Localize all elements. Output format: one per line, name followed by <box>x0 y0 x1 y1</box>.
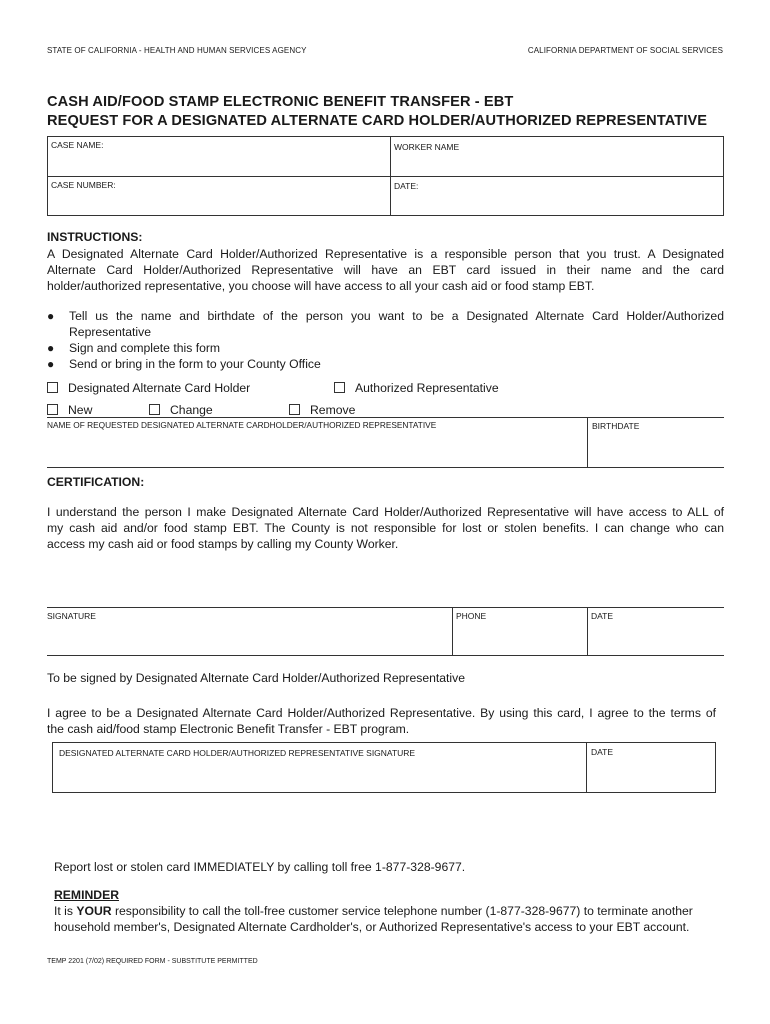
rep-date-label: DATE <box>591 747 614 757</box>
signature-date-label: DATE <box>591 611 614 621</box>
worker-name-label: WORKER NAME <box>394 142 460 152</box>
requested-name-label: NAME OF REQUESTED DESIGNATED ALTERNATE CARDHOLDER/AUTHORIZED REPRESENTATIVE <box>47 420 437 430</box>
new-label: New <box>68 403 93 417</box>
rep-signature-field[interactable] <box>55 760 583 790</box>
remove-label: Remove <box>310 403 356 417</box>
birthdate-label: BIRTHDATE <box>592 421 640 431</box>
rep-signature-label: DESIGNATED ALTERNATE CARD HOLDER/AUTHORIZED REPRESENTATIVE SIGNATURE <box>59 748 416 758</box>
case-number-field[interactable] <box>49 191 387 215</box>
bullet-item-1: Tell us the name and birthdate of the person you want to be a Designated Alternate Card Holder/Authorized <box>69 309 724 323</box>
case-name-field[interactable] <box>49 151 387 175</box>
report-lost-card-note: Report lost or stolen card IMMEDIATELY by calling toll free 1-877-328-9677. <box>54 860 466 874</box>
instructions-line-2: Alternate Card Holder/Authorized Representative will have an EBT card issued in their name and the card <box>47 263 724 277</box>
reminder-heading: REMINDER <box>54 888 120 902</box>
certification-line-3: access my cash aid or food stamps by calling my County Worker. <box>47 537 399 551</box>
rep-signature-table <box>52 742 716 793</box>
form-title-line2: REQUEST FOR A DESIGNATED ALTERNATE CARD HOLDER/AUTHORIZED REPRESENTATIVE <box>47 113 708 129</box>
instructions-line-1: A Designated Alternate Card Holder/Authorized Representative is a responsible person that you trust. A Designated <box>47 247 724 261</box>
authorized-rep-checkbox[interactable] <box>334 382 345 393</box>
agreement-line-1: I agree to be a Designated Alternate Card Holder/Authorized Representative. By using this card, I agree to the terms of <box>47 706 716 720</box>
date-label: DATE: <box>394 181 419 191</box>
case-number-label: CASE NUMBER: <box>51 180 116 190</box>
case-name-label: CASE NAME: <box>51 140 104 150</box>
date-field[interactable] <box>393 192 721 215</box>
agreement-line-2: the cash aid/food stamp Electronic Benefit Transfer - EBT program. <box>47 722 410 736</box>
name-table-divider <box>587 417 588 468</box>
reminder-emphasis: YOUR <box>76 904 112 918</box>
worker-name-field[interactable] <box>393 153 721 175</box>
remove-checkbox[interactable] <box>289 404 300 415</box>
reminder-rest: responsibility to call the toll-free customer service telephone number (1-877-328-9677) to terminate another <box>111 904 693 918</box>
reminder-pre: It is <box>54 904 77 918</box>
birthdate-field[interactable] <box>590 432 722 466</box>
signature-table-top-rule <box>47 607 724 608</box>
change-option[interactable] <box>149 402 213 418</box>
name-table-bottom-rule <box>47 467 724 468</box>
certification-line-1: I understand the person I make Designated Alternate Card Holder/Authorized Representative will have access to ALL of <box>47 505 724 519</box>
agency-header: STATE OF CALIFORNIA - HEALTH AND HUMAN SERVICES AGENCY <box>47 46 307 55</box>
certification-heading: CERTIFICATION: <box>47 475 145 489</box>
to-be-signed-note: To be signed by Designated Alternate Card Holder/Authorized Representative <box>47 671 466 685</box>
bullet-icon: ● <box>47 341 55 355</box>
signature-field[interactable] <box>47 622 450 654</box>
bullet-icon: ● <box>47 309 55 323</box>
change-label: Change <box>170 403 213 417</box>
instructions-heading: INSTRUCTIONS: <box>47 230 143 244</box>
certification-line-2: my cash aid and/or food stamp EBT. The County is not responsible for lost or stolen benefits. I can change who can <box>47 521 724 535</box>
reminder-line-2: household member's, Designated Alternate Cardholder's, or Authorized Representative's access to your EBT account. <box>54 920 690 934</box>
remove-option[interactable] <box>289 402 355 418</box>
rep-date-field[interactable] <box>589 760 713 790</box>
signature-table-bottom-rule <box>47 655 724 656</box>
new-checkbox[interactable] <box>47 404 58 415</box>
case-info-table <box>47 136 724 216</box>
bullet-item-2: Sign and complete this form <box>69 341 221 355</box>
phone-label: PHONE <box>456 611 487 621</box>
rep-signature-divider <box>586 743 587 792</box>
authorized-rep-option[interactable] <box>334 380 499 396</box>
new-option[interactable] <box>47 402 92 418</box>
phone-field[interactable] <box>455 622 585 654</box>
signature-table-divider-1 <box>452 607 453 656</box>
instructions-line-3: holder/authorized representative, you choose will have access to all your cash aid or food stamp EBT. <box>47 279 595 293</box>
signature-date-field[interactable] <box>590 622 722 654</box>
signature-label: SIGNATURE <box>47 611 96 621</box>
form-footer: TEMP 2201 (7/02) REQUIRED FORM - SUBSTITUTE PERMITTED <box>47 958 258 965</box>
form-title-line1: CASH AID/FOOD STAMP ELECTRONIC BENEFIT TRANSFER - EBT <box>47 94 514 110</box>
case-table-row-divider <box>48 176 723 177</box>
designated-alternate-checkbox[interactable] <box>47 382 58 393</box>
signature-table-divider-2 <box>587 607 588 656</box>
reminder-line-1 <box>54 903 693 919</box>
name-table-top-rule <box>47 417 724 418</box>
bullet-item-3: Send or bring in the form to your County Office <box>69 357 321 371</box>
bullet-item-1-cont: Representative <box>69 325 151 339</box>
bullet-icon: ● <box>47 357 55 371</box>
change-checkbox[interactable] <box>149 404 160 415</box>
department-header: CALIFORNIA DEPARTMENT OF SOCIAL SERVICES <box>527 46 723 55</box>
designated-alternate-option[interactable] <box>47 380 250 396</box>
designated-alternate-label: Designated Alternate Card Holder <box>68 381 251 395</box>
requested-name-field[interactable] <box>47 432 585 466</box>
authorized-rep-label: Authorized Representative <box>355 381 499 395</box>
